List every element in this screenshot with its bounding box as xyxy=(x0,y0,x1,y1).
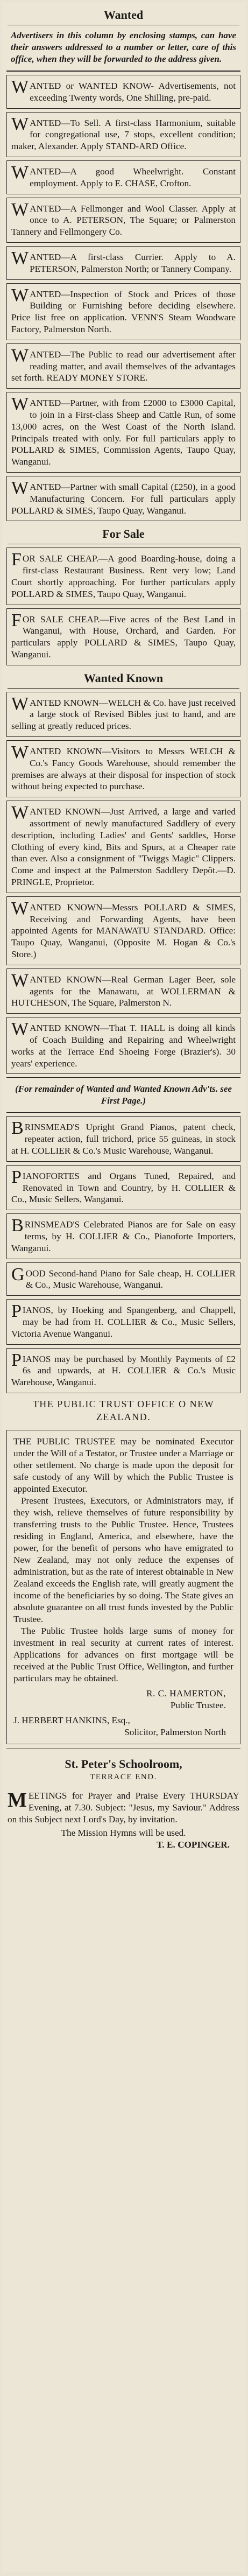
public-trust-section xyxy=(6,1393,240,1744)
ad-initial: W xyxy=(11,248,29,268)
advertisement xyxy=(6,1213,240,1259)
ad-text: IANOS, by Hoeking and Spangenberg, and Chappell, may be had from H. COLLIER & Co., Music Sellers, Victoria Avenue Wanganui. xyxy=(11,1305,236,1339)
wanted-known-section xyxy=(6,665,240,1113)
ad-initial: W xyxy=(11,285,29,305)
ad-text: ANTED KNOWN—Just Arrived, a large and varied assortment of newly manufactured Saddlery of every description, including Ladies' and Gents' saddles, Horse Clothing of every kind, Bits and Spurs, at a Cheaper rate than ever. Also a consignment of "Twiggs Magic" Clippers. Come and inspect at the Palmerston Saddlery Depôt.—D. PRINGLE, Proprietor. xyxy=(11,806,236,888)
ad-text: ANTED KNOWN—WELCH & Co. have just received a large stock of Revised Bibles just to hand, and are selling at greatly reduced prices. xyxy=(11,697,236,732)
wanted-heading: Wanted xyxy=(103,8,144,22)
advertisement xyxy=(6,896,240,965)
ad-text: ANTED—Partner, with from £2000 to £3000 Capital, to join in a First-class Sheep and Cattle Run, of some 13,000 acres, on the West Coast of the North Island. Principals treated with only. For full particulars apply to POLLARD & SIMES, Commission Agents, Taupo Quay, Wanganui. xyxy=(11,398,236,467)
advertisement xyxy=(6,246,240,280)
ad-text: IANOFORTES and Organs Tuned, Repaired, and Renovated in Town and Country, by H. COLLIER & Co., Music Sellers, Wanganui. xyxy=(11,1170,236,1205)
advertisement-column xyxy=(2,2,246,1855)
section-rule xyxy=(8,688,239,689)
advertisement xyxy=(6,740,240,797)
ad-initial: W xyxy=(11,77,29,97)
wanted-known-ads-list xyxy=(6,692,240,1075)
advertisement xyxy=(6,160,240,194)
ad-initial: F xyxy=(11,550,22,570)
ad-initial: W xyxy=(11,345,29,366)
trustee-signature: R. C. HAMERTON, xyxy=(146,1688,226,1698)
wanted-ads-list xyxy=(6,75,240,521)
ad-text: ANTED—To Sell. A first-class Harmonium, suitable for congregational use, 7 stops, excellent condition; maker, Alexander. Apply STAND-ARD Office. xyxy=(11,117,236,152)
ad-text: ANTED—A good Wheelwright. Constant employment. Apply to E. CHASE, Crofton. xyxy=(30,166,236,188)
wanted-section xyxy=(6,2,240,521)
trust-paragraph-2: Present Trustees, Executors, or Administrators may, if they wish, relieve themselves of future responsibility by transferring trusts to the Public Trustee. Hence, Trustees residing in England, America, and elsewhere, have the power, for the benefit of persons who have emigrated to New Zealand, may not only reduce the expenses of administration, but as the rate of interest obtainable in New Zealand exceeds the English rate, will greatly augment the income of the beneficiaries by so doing. The State gives an absolute guarantee on all trust funds invested by the Public Trustee. xyxy=(13,1495,233,1624)
ad-initial: W xyxy=(11,162,29,183)
advertisement xyxy=(6,1017,240,1074)
advertisement xyxy=(6,1299,240,1344)
advertisement xyxy=(6,392,240,473)
church-heading: St. Peter's Schoolroom, xyxy=(65,1757,182,1771)
advertisement xyxy=(6,198,240,243)
advertisement xyxy=(6,1165,240,1210)
ad-initial: W xyxy=(11,898,29,918)
ad-text: ANTED KNOWN—Messrs POLLARD & SIMES, Receiving and Forwarding Agents, have been appointed Agents for MANAWATU STANDARD. Office: Taupo Quay, Wanganui, (Opposite M. Hogan & Co.'s Store.) xyxy=(11,902,236,960)
ad-text: ANTED KNOWN—That T. HALL is doing all kinds of Coach Building and Repairing and Wheelwright works at the Terrace End Shoeing Forge (Brazier's). 30 years' experience. xyxy=(11,1023,236,1069)
trust-paragraph-3: The Public Trustee holds large sums of money for investment in real security at current rates of interest. Applications for advances on first mortgage will be received at the Public Trust Office, Wellington, and further particulars may be obtained. xyxy=(13,1625,233,1683)
ad-initial: W xyxy=(11,394,29,415)
advertisement xyxy=(6,75,240,109)
advertisement xyxy=(6,476,240,521)
church-dropcap: M xyxy=(8,1788,27,1812)
church-notice xyxy=(6,1785,240,1855)
music-ads-list xyxy=(6,1116,240,1393)
advertisement xyxy=(6,608,240,665)
church-closing: The Mission Hymns will be used. xyxy=(61,1828,186,1838)
ad-initial: B xyxy=(11,1118,24,1139)
for-sale-ads-list xyxy=(6,548,240,665)
advertisement xyxy=(6,1348,240,1393)
advertisement xyxy=(6,968,240,1014)
church-subheading: TERRACE END. xyxy=(90,1772,157,1781)
ad-text: ANTED KNOWN—Visitors to Messrs WELCH & Co.'s Fancy Goods Warehouse, should remember the premises are always at their disposal for inspection of stock without being expected to purchase. xyxy=(11,746,236,792)
ad-text: ANTED—Partner with small Capital (£250), in a good Manufacturing Concern. For full particulars apply POLLARD & SIMES, Taupo Quay, Wanganui. xyxy=(11,481,236,516)
church-section xyxy=(6,1749,240,1855)
ad-initial: W xyxy=(11,693,29,714)
ad-text: RINSMEAD'S Upright Grand Pianos, patent check, repeater action, full trichord, price 55 guineas, in stock at H. COLLIER & Co.'s Music Warehouse, Wanganui. xyxy=(11,1122,236,1156)
ad-initial: W xyxy=(11,199,29,220)
ad-text: RINSMEAD'S Celebrated Pianos are for Sale on easy terms, by H. COLLIER & Co., Pianoforte Importers, Wanganui. xyxy=(11,1219,236,1253)
advertisement xyxy=(6,548,240,605)
advertisement xyxy=(6,1116,240,1161)
remainder-note: (For remainder of Wanted and Wanted Known Adv'ts. see First Page.) xyxy=(6,1077,240,1113)
ad-initial: F xyxy=(11,610,22,630)
advertisement xyxy=(6,283,240,340)
ad-text: ANTED KNOWN—Real German Lager Beer, sole agents for the Manawatu, at WOLLERMAN & HUTCHESON, The Square, Palmerston N. xyxy=(11,974,236,1008)
ad-text: ANTED—Inspection of Stock and Prices of those Building or Furnishing before deciding elsewhere. Price list free on application. VENN'S Steam Woodware Factory, Palmerston North. xyxy=(11,289,236,334)
advertisement xyxy=(6,112,240,157)
ad-text: ANTED or WANTED KNOW- Advertisements, not exceeding Twenty words, One Shilling, pre-paid. xyxy=(30,81,236,103)
ad-text: OR SALE CHEAP.—Five acres of the Best Land in Wanganui, with House, Orchard, and Garden. For particulars apply POLLARD & SIMES, Taupo Quay, Wanganui. xyxy=(11,614,236,659)
wanted-known-heading: Wanted Known xyxy=(83,671,164,685)
ad-initial: P xyxy=(11,1301,22,1322)
public-trust-box xyxy=(6,1430,240,1744)
public-trust-heading: THE PUBLIC TRUST OFFICE O NEW ZEALAND. xyxy=(32,1398,215,1422)
ad-initial: W xyxy=(11,1019,29,1040)
ad-initial: W xyxy=(11,478,29,498)
ad-initial: W xyxy=(11,803,29,823)
trust-paragraph-1: THE PUBLIC TRUSTEE may be nominated Executor under the Will of a Testator, or Trustee under a Marriage or other settlement. No charge is made upon the deposit for safe custody of any Will by which the Public Trustee is appointed Executor. xyxy=(13,1436,233,1494)
ad-initial: W xyxy=(11,970,29,991)
ad-text: ANTED—The Public to read our advertisement after reading matter, and avail themselves of the advantages set forth. READY MONEY STORE. xyxy=(11,349,236,383)
ad-initial: W xyxy=(11,742,29,763)
ad-text: OR SALE CHEAP.—A good Boarding-house, doing a first-class Restaurant Business. Rent very low; Land Court shortly approaching. For further particulars apply POLLARD & SIMES, Taupo Quay, Wanganui. xyxy=(11,553,236,599)
church-text: EETINGS for Prayer and Praise Every THURSDAY Evening, at 7.30. Subject: "Jesus, my Saviour." Address on this Subject next Lord's Day, by invitation. xyxy=(8,1790,239,1824)
advertisement xyxy=(6,1262,240,1296)
ad-initial: W xyxy=(11,114,29,134)
ad-initial: P xyxy=(11,1167,22,1187)
advertisement xyxy=(6,343,240,389)
ad-text: OOD Second-hand Piano for Sale cheap, H. COLLIER & Co., Music Warehouse, Wanganui. xyxy=(25,1268,236,1290)
ad-text: ANTED—A first-class Currier. Apply to A. PETERSON, Palmerston North; or Tannery Company. xyxy=(30,251,236,274)
ad-text: ANTED—A Fellmonger and Wool Classer. Apply at once to A. PETERSON, The Square; or Palmerston Tannery and Fellmongery Co. xyxy=(11,203,236,237)
ad-initial: B xyxy=(11,1216,24,1236)
for-sale-heading: For Sale xyxy=(102,527,145,541)
church-signature: T. E. COPINGER. xyxy=(157,1840,230,1850)
trust-agent-title: Solicitor, Palmerston North xyxy=(124,1726,226,1737)
trust-agent: J. HERBERT HANKINS, Esq., xyxy=(13,1715,130,1725)
advertisement xyxy=(6,692,240,737)
trustee-title: Public Trustee. xyxy=(170,1700,226,1710)
newspaper-page xyxy=(2,2,246,2572)
ad-initial: G xyxy=(11,1264,25,1285)
for-sale-section xyxy=(6,521,240,665)
advertisers-notice: Advertisers in this column by enclosing stamps, can have their answers addressed to a number or letter, care of this office, when they will be forwarded to the address given. xyxy=(6,25,240,72)
advertisement xyxy=(6,801,240,893)
ad-initial: P xyxy=(11,1350,22,1370)
ad-text: IANOS may be purchased by Monthly Payments of £2 6s and upwards, at H. COLLIER & Co.'s Music Warehouse, Wanganui. xyxy=(11,1353,236,1388)
